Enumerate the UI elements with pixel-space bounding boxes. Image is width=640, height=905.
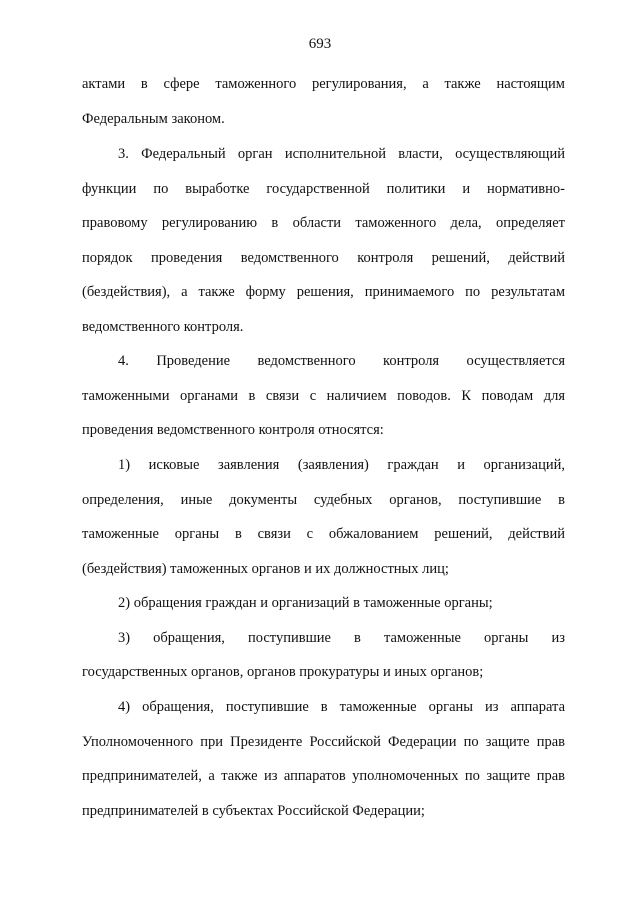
text-line: актами в сфере таможенного регулирования, а также настоящим xyxy=(82,76,565,92)
text-line: проведения ведомственного контроля относятся: xyxy=(82,422,384,438)
text-line: правовому регулированию в области таможенного дела, определяет xyxy=(82,215,565,231)
text-line: 3) обращения, поступившие в таможенные органы из xyxy=(118,630,565,646)
text-line: порядок проведения ведомственного контроля решений, действий xyxy=(82,250,565,266)
text-line: (бездействия), а также форму решения, принимаемого по результатам xyxy=(82,284,565,300)
text-line: ведомственного контроля. xyxy=(82,319,244,335)
text-line: 1) исковые заявления (заявления) граждан и организаций, xyxy=(118,457,565,473)
text-line: 2) обращения граждан и организаций в таможенные органы; xyxy=(118,595,493,611)
text-line: 3. Федеральный орган исполнительной власти, осуществляющий xyxy=(118,146,565,162)
text-line: Федеральным законом. xyxy=(82,111,225,127)
text-line: 4) обращения, поступившие в таможенные органы из аппарата xyxy=(118,699,565,715)
text-line: функции по выработке государственной политики и нормативно- xyxy=(82,181,565,197)
text-line: таможенные органы в связи с обжалованием решений, действий xyxy=(82,526,565,542)
text-line: Уполномоченного при Президенте Российской Федерации по защите прав xyxy=(82,734,565,750)
text-line: (бездействия) таможенных органов и их должностных лиц; xyxy=(82,561,449,577)
text-line: определения, иные документы судебных органов, поступившие в xyxy=(82,492,565,508)
text-line: 4. Проведение ведомственного контроля осуществляется xyxy=(118,353,565,369)
text-line: таможенными органами в связи с наличием поводов. К поводам для xyxy=(82,388,565,404)
page-number: 693 xyxy=(308,36,332,52)
text-line: предпринимателей в субъектах Российской Федерации; xyxy=(82,803,425,819)
text-line: предпринимателей, а также из аппаратов уполномоченных по защите прав xyxy=(82,768,565,784)
text-line: государственных органов, органов прокуратуры и иных органов; xyxy=(82,664,484,680)
